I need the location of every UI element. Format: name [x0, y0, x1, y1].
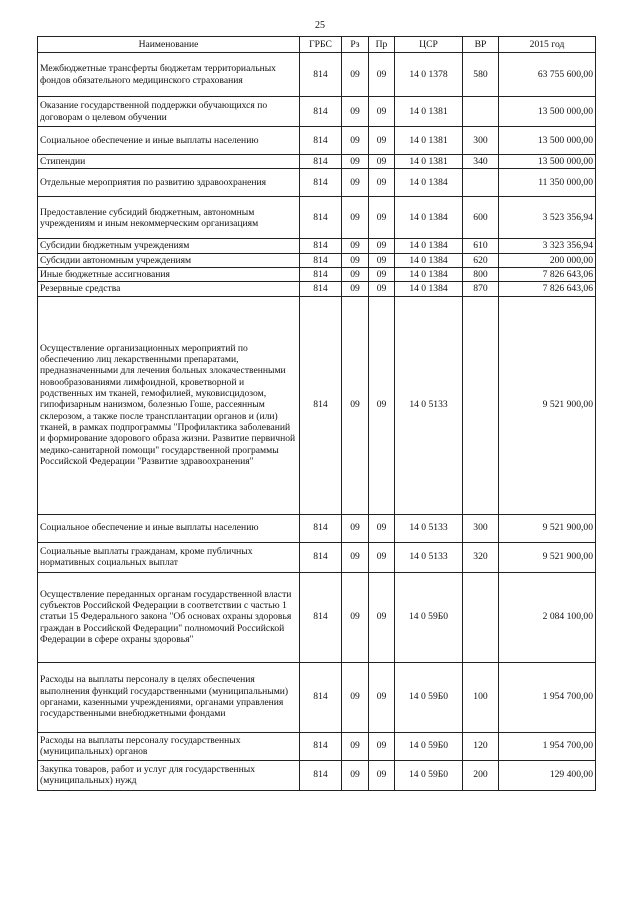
cell-rz: 09: [342, 572, 369, 662]
table-row: [38, 662, 596, 732]
cell-csr: 14 0 1381: [395, 97, 463, 127]
cell-pr: 09: [369, 97, 395, 127]
cell-rz: 09: [342, 514, 369, 542]
cell-grbs: 814: [300, 127, 342, 155]
table-row: [38, 296, 596, 514]
cell-csr: 14 0 1381: [395, 155, 463, 169]
cell-csr: 14 0 1384: [395, 197, 463, 239]
cell-amount: 7 826 643,06: [499, 282, 596, 296]
cell-rz: 09: [342, 197, 369, 239]
cell-name: Межбюджетные трансферты бюджетам территориальных фондов обязательного медицинского страхования: [38, 53, 300, 97]
header-amount: 2015 год: [499, 37, 596, 53]
cell-grbs: 814: [300, 169, 342, 197]
cell-grbs: 814: [300, 760, 342, 790]
cell-name: Осуществление организационных мероприятий по обеспечению лиц лекарственными препаратами, предназначенными для лечения больных злокачественными новообразованиями лимфоидной, кроветворной и родственных им тканей, гемофилией, муковисцидозом, гипофизарным нанизмом, болезнью Гоше, рассеянным склерозом, а также после трансплантации органов и (или) тканей, в рамках подпрограммы "Профилактика заболеваний и формирование здорового образа жизни. Развитие первичной медико-санитарной помощи" государственной программы Российской Федерации "Развитие здравоохранения": [38, 296, 300, 514]
cell-grbs: 814: [300, 53, 342, 97]
cell-grbs: 814: [300, 155, 342, 169]
header-pr: Пр: [369, 37, 395, 53]
cell-pr: 09: [369, 760, 395, 790]
cell-pr: 09: [369, 514, 395, 542]
budget-table: [37, 36, 596, 791]
cell-vr: 610: [463, 239, 499, 253]
cell-pr: 09: [369, 197, 395, 239]
cell-amount: 9 521 900,00: [499, 296, 596, 514]
cell-amount: 3 523 356,94: [499, 197, 596, 239]
cell-grbs: 814: [300, 296, 342, 514]
cell-name: Социальные выплаты гражданам, кроме публичных нормативных социальных выплат: [38, 542, 300, 572]
cell-vr: 300: [463, 514, 499, 542]
cell-pr: 09: [369, 296, 395, 514]
cell-csr: 14 0 59Б0: [395, 760, 463, 790]
table-row: [38, 53, 596, 97]
cell-vr: 340: [463, 155, 499, 169]
cell-vr: 870: [463, 282, 499, 296]
cell-rz: 09: [342, 155, 369, 169]
cell-grbs: 814: [300, 197, 342, 239]
cell-pr: 09: [369, 169, 395, 197]
cell-grbs: 814: [300, 542, 342, 572]
cell-vr: [463, 97, 499, 127]
cell-rz: 09: [342, 53, 369, 97]
cell-amount: 13 500 000,00: [499, 127, 596, 155]
cell-csr: 14 0 1378: [395, 53, 463, 97]
table-row: [38, 542, 596, 572]
cell-csr: 14 0 59Б0: [395, 662, 463, 732]
cell-amount: 200 000,00: [499, 253, 596, 267]
cell-grbs: 814: [300, 239, 342, 253]
page-number: 25: [315, 20, 325, 31]
cell-name: Предоставление субсидий бюджетным, автономным учреждениям и иным некоммерческим организациям: [38, 197, 300, 239]
cell-rz: 09: [342, 267, 369, 281]
cell-grbs: 814: [300, 282, 342, 296]
cell-name: Иные бюджетные ассигнования: [38, 267, 300, 281]
cell-grbs: 814: [300, 662, 342, 732]
cell-rz: 09: [342, 542, 369, 572]
cell-grbs: 814: [300, 253, 342, 267]
cell-rz: 09: [342, 760, 369, 790]
cell-name: Оказание государственной поддержки обучающихся по договорам о целевом обучении: [38, 97, 300, 127]
cell-pr: 09: [369, 53, 395, 97]
cell-vr: [463, 169, 499, 197]
table-row: [38, 197, 596, 239]
cell-vr: 100: [463, 662, 499, 732]
cell-pr: 09: [369, 127, 395, 155]
cell-csr: 14 0 1384: [395, 169, 463, 197]
cell-grbs: 814: [300, 572, 342, 662]
table-row: [38, 267, 596, 281]
cell-rz: 09: [342, 127, 369, 155]
cell-pr: 09: [369, 239, 395, 253]
cell-amount: 11 350 000,00: [499, 169, 596, 197]
cell-grbs: 814: [300, 97, 342, 127]
cell-pr: 09: [369, 542, 395, 572]
cell-csr: 14 0 5133: [395, 514, 463, 542]
cell-amount: 9 521 900,00: [499, 514, 596, 542]
cell-name: Расходы на выплаты персоналу государственных (муниципальных) органов: [38, 732, 300, 760]
cell-csr: 14 0 1381: [395, 127, 463, 155]
cell-name: Отдельные мероприятия по развитию здравоохранения: [38, 169, 300, 197]
cell-vr: 800: [463, 267, 499, 281]
cell-grbs: 814: [300, 732, 342, 760]
table-row: [38, 514, 596, 542]
cell-pr: 09: [369, 572, 395, 662]
header-row: [38, 37, 596, 53]
cell-vr: 120: [463, 732, 499, 760]
cell-pr: 09: [369, 662, 395, 732]
table-row: [38, 155, 596, 169]
cell-pr: 09: [369, 155, 395, 169]
cell-amount: 1 954 700,00: [499, 732, 596, 760]
cell-amount: 13 500 000,00: [499, 97, 596, 127]
cell-amount: 13 500 000,00: [499, 155, 596, 169]
cell-name: Стипендии: [38, 155, 300, 169]
cell-vr: 620: [463, 253, 499, 267]
cell-csr: 14 0 1384: [395, 267, 463, 281]
cell-amount: 1 954 700,00: [499, 662, 596, 732]
cell-rz: 09: [342, 282, 369, 296]
cell-rz: 09: [342, 97, 369, 127]
cell-vr: 300: [463, 127, 499, 155]
cell-vr: 600: [463, 197, 499, 239]
cell-csr: 14 0 1384: [395, 282, 463, 296]
cell-name: Субсидии автономным учреждениям: [38, 253, 300, 267]
cell-amount: 3 323 356,94: [499, 239, 596, 253]
table-row: [38, 239, 596, 253]
cell-csr: 14 0 1384: [395, 239, 463, 253]
cell-amount: 9 521 900,00: [499, 542, 596, 572]
header-name: Наименование: [38, 37, 300, 53]
table-row: [38, 97, 596, 127]
header-vr: ВР: [463, 37, 499, 53]
cell-vr: [463, 296, 499, 514]
cell-rz: 09: [342, 169, 369, 197]
cell-amount: 63 755 600,00: [499, 53, 596, 97]
cell-vr: 200: [463, 760, 499, 790]
cell-name: Закупка товаров, работ и услуг для государственных (муниципальных) нужд: [38, 760, 300, 790]
cell-rz: 09: [342, 253, 369, 267]
table-row: [38, 572, 596, 662]
header-rz: Рз: [342, 37, 369, 53]
cell-name: Социальное обеспечение и иные выплаты населению: [38, 514, 300, 542]
cell-rz: 09: [342, 732, 369, 760]
cell-grbs: 814: [300, 267, 342, 281]
cell-vr: [463, 572, 499, 662]
table-row: [38, 253, 596, 267]
cell-rz: 09: [342, 296, 369, 514]
cell-amount: 2 084 100,00: [499, 572, 596, 662]
cell-csr: 14 0 5133: [395, 542, 463, 572]
cell-rz: 09: [342, 662, 369, 732]
cell-pr: 09: [369, 253, 395, 267]
cell-grbs: 814: [300, 514, 342, 542]
cell-rz: 09: [342, 239, 369, 253]
cell-name: Субсидии бюджетным учреждениям: [38, 239, 300, 253]
cell-pr: 09: [369, 282, 395, 296]
cell-name: Расходы на выплаты персоналу в целях обеспечения выполнения функций государственными (муниципальными) органами, казенными учреждениями, органами управления государственными внебюджетными фондами: [38, 662, 300, 732]
cell-pr: 09: [369, 732, 395, 760]
cell-name: Социальное обеспечение и иные выплаты населению: [38, 127, 300, 155]
cell-csr: 14 0 1384: [395, 253, 463, 267]
cell-vr: 320: [463, 542, 499, 572]
header-csr: ЦСР: [395, 37, 463, 53]
cell-name: Осуществление переданных органам государственной власти субъектов Российской Федерации в соответствии с частью 1 статьи 15 Федерального закона "Об основах охраны здоровья граждан в Российской Федерации" полномочий Российской Федерации в сфере охраны здоровья": [38, 572, 300, 662]
cell-amount: 129 400,00: [499, 760, 596, 790]
table-row: [38, 732, 596, 760]
cell-csr: 14 0 59Б0: [395, 732, 463, 760]
table-row: [38, 169, 596, 197]
cell-amount: 7 826 643,06: [499, 267, 596, 281]
cell-pr: 09: [369, 267, 395, 281]
cell-csr: 14 0 5133: [395, 296, 463, 514]
header-grbs: ГРБС: [300, 37, 342, 53]
cell-vr: 580: [463, 53, 499, 97]
cell-csr: 14 0 59Б0: [395, 572, 463, 662]
table-row: [38, 127, 596, 155]
table-row: [38, 760, 596, 790]
table-row: [38, 282, 596, 296]
cell-name: Резервные средства: [38, 282, 300, 296]
